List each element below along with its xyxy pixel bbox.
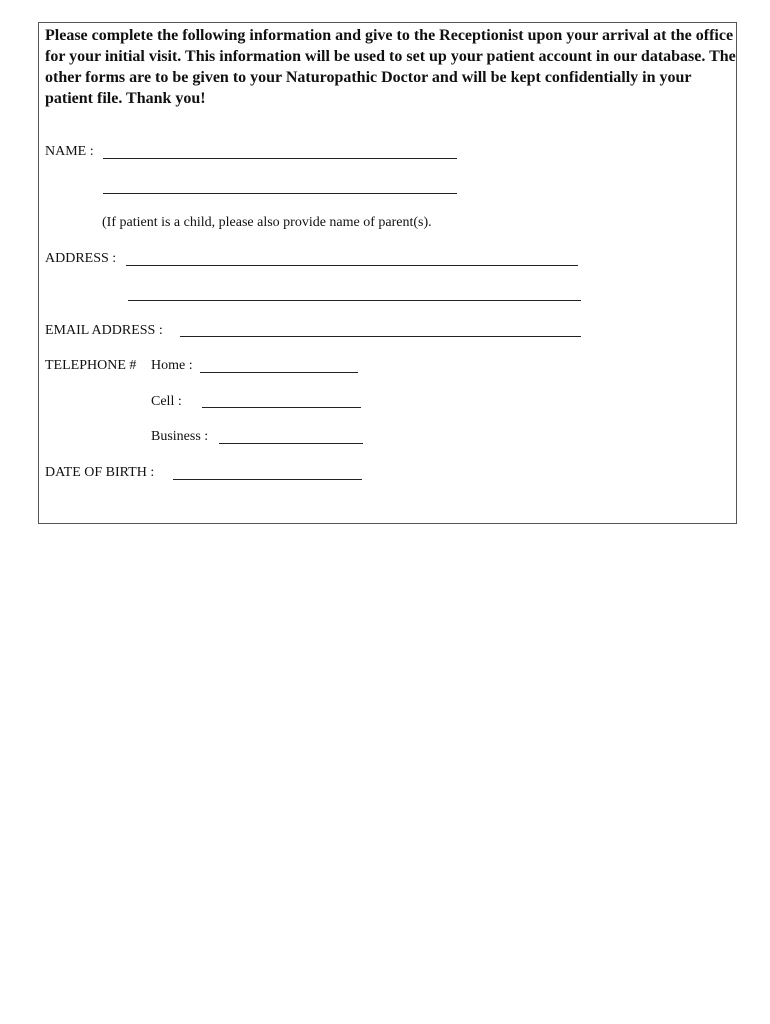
business-phone-field-line[interactable] xyxy=(219,443,363,444)
cell-phone-field-line[interactable] xyxy=(202,407,361,408)
name-label: NAME : xyxy=(45,144,94,159)
address-label: ADDRESS : xyxy=(45,251,117,266)
email-field-line[interactable] xyxy=(180,336,581,337)
business-phone-label: Business : xyxy=(151,429,209,444)
home-phone-label: Home : xyxy=(151,358,193,373)
telephone-label: TELEPHONE # xyxy=(45,358,137,373)
name-field-line-2[interactable] xyxy=(103,193,457,194)
date-of-birth-field-line[interactable] xyxy=(173,479,362,480)
cell-phone-label: Cell : xyxy=(151,394,182,409)
form-instructions: Please complete the following information and give to the Receptionist upon your arrival at the office for your initial visit. This information will be used to set up your patient account in our database. The other forms are to be given to your Naturopathic Doctor and will be kept confidentially in your patient file. Thank you! xyxy=(45,27,736,107)
email-label: EMAIL ADDRESS : xyxy=(45,323,163,338)
address-field-line-1[interactable] xyxy=(126,265,578,266)
address-field-line-2[interactable] xyxy=(128,300,581,301)
home-phone-field-line[interactable] xyxy=(200,372,358,373)
child-parent-note: (If patient is a child, please also provide name of parent(s). xyxy=(102,215,432,230)
name-field-line-1[interactable] xyxy=(103,158,457,159)
date-of-birth-label: DATE OF BIRTH : xyxy=(45,465,155,480)
